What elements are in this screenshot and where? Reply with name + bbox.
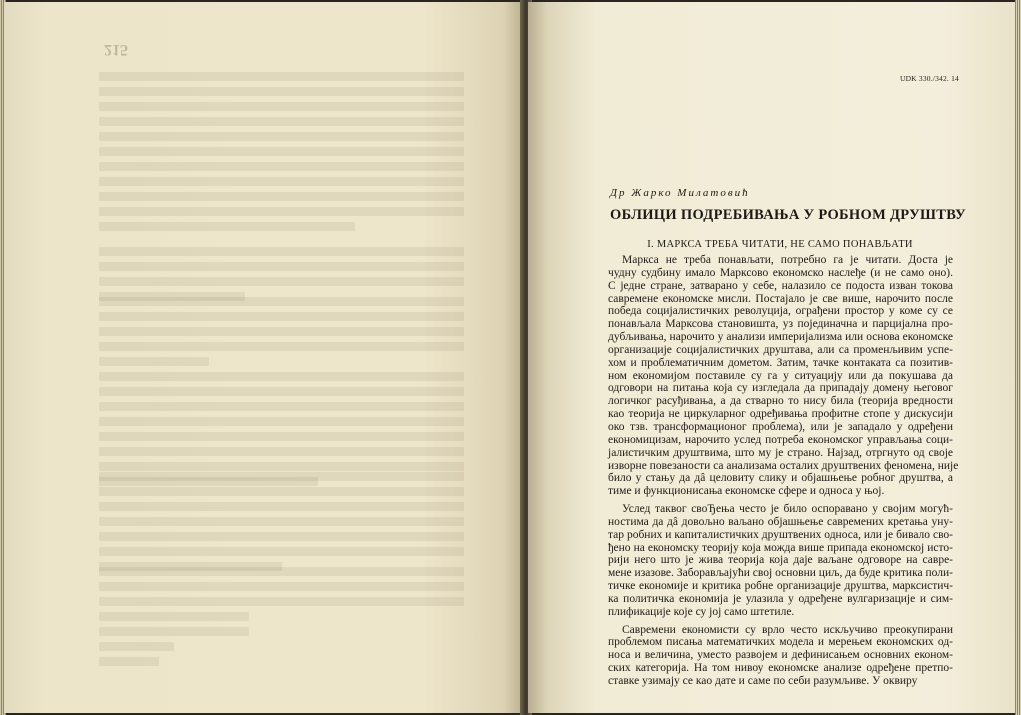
- body-line: тиме и функционисања економске сфере и односа у њој.: [608, 485, 885, 498]
- body-line: носа и величина, уместо развојем и дефинисањем основних економ-: [608, 649, 953, 662]
- udk-code: UDK 330./342. 14: [899, 74, 959, 83]
- body-line: ностима да дâ довољно ваљано објашњење савремених кретања уну-: [608, 515, 953, 528]
- body-line: Услед таквог своЂења често је било оспоравано у својим могућ-: [622, 503, 953, 516]
- body-line: логичког расуђивања, а да стварно то нису била (теорија вредности: [608, 395, 953, 408]
- body-line: мене изазове. Заборављајући свој основни циљ, да буде критика поли-: [608, 567, 953, 580]
- body-line: организације социјалистичких друштава, али са променљивим успе-: [608, 343, 953, 356]
- body-line: тар робних и капиталистичких друштвених односа, или је бивало сво-: [608, 528, 953, 541]
- body-line: рији него што је жива теорија која даје ваљане одговоре на савре-: [608, 554, 953, 567]
- body-line: С једне стране, затварано у себе, налазило се подоста изван токова: [608, 279, 953, 292]
- left-page: [4, 2, 524, 713]
- body-line: одговори на питања која су изгледала да припадају домену његовог: [608, 382, 953, 395]
- article-title: ОБЛИЦИ ПОДРЕБИВАЊА У РОБНОМ ДРУШТВУ: [610, 207, 966, 223]
- ghost-page-number: 215: [104, 41, 128, 58]
- body-line: јалистичким друштвима, што му је страно. Најзад, отргнуто од своје: [608, 446, 953, 459]
- body-line: око тзв. трансформационог проблема), или је западало у одређени: [608, 420, 953, 433]
- body-line: плификације које су јој само штетиле.: [608, 605, 795, 618]
- body-line: ном економијом поставиле су га у ситуацију или да покушава да: [608, 369, 953, 382]
- section-heading: I. МАРКСА ТРЕБА ЧИТАТИ, НЕ САМО ПОНАВЉАТИ: [647, 239, 913, 250]
- body-line: Маркса не треба понављати, потребно га је читати. Доста је: [622, 254, 953, 266]
- right-page: [528, 2, 1017, 713]
- body-line: као теорија не циркуларног одређивања профитне стопе у дискусији: [608, 408, 953, 421]
- article-body: [608, 254, 959, 688]
- body-line: савремене економске мисли. Постајало је све више, нарочито после: [608, 292, 953, 305]
- body-line: хом и проблематичним дометом. Затим, тачке контаката са позитив-: [608, 356, 953, 369]
- body-line: тичке економије и критика робне организације друштва, марксистич-: [608, 580, 953, 593]
- bleed-through-block-5: [99, 472, 464, 577]
- author-name: Др Жарко Милатовић: [610, 187, 750, 199]
- body-line: ђено на економску теорију која можда више припада економској исто-: [608, 541, 953, 554]
- page-edge-right: [1015, 0, 1021, 715]
- bleed-through-block-3: [99, 297, 464, 372]
- body-line: изворне повезаности са анализама осталих друштвених феномена, није: [608, 459, 959, 472]
- body-line: чудну судбину имало Марксово економско наслеђе (и не само оно).: [608, 266, 953, 279]
- bleed-through-block-1: [99, 72, 464, 237]
- body-line: проблемом писања математичких модела и мерењем економских од-: [608, 636, 953, 649]
- body-line: дубљивања, нарочито у анализи империјализма или основа економске: [608, 331, 953, 344]
- bleed-through-footnotes: [99, 612, 249, 672]
- body-line: Савремени економисти су врло често искључиво преокупирани: [622, 623, 953, 636]
- body-line: било у стању да дâ целовиту слику и објашњење робног друштва, а: [608, 472, 953, 485]
- body-line: ставке узимају се као дате и саме по себи разумљиве. У оквиру: [608, 675, 918, 687]
- body-line: ских категорија. На том нивоу економске анализе одређене претпо-: [608, 662, 953, 675]
- body-line: понављала Марксова становишта, уз појединачна и парцијална про-: [608, 318, 953, 331]
- bleed-through-block-6: [99, 567, 464, 612]
- body-line: ка политичка економија је улазила у одређене вулгаризације и сим-: [608, 592, 953, 605]
- body-line: економицизам, нарочито услед потреба економског управљања соци-: [608, 433, 953, 446]
- body-line: победа социјалистичких револуција, ограђени простор у коме су се: [608, 305, 953, 318]
